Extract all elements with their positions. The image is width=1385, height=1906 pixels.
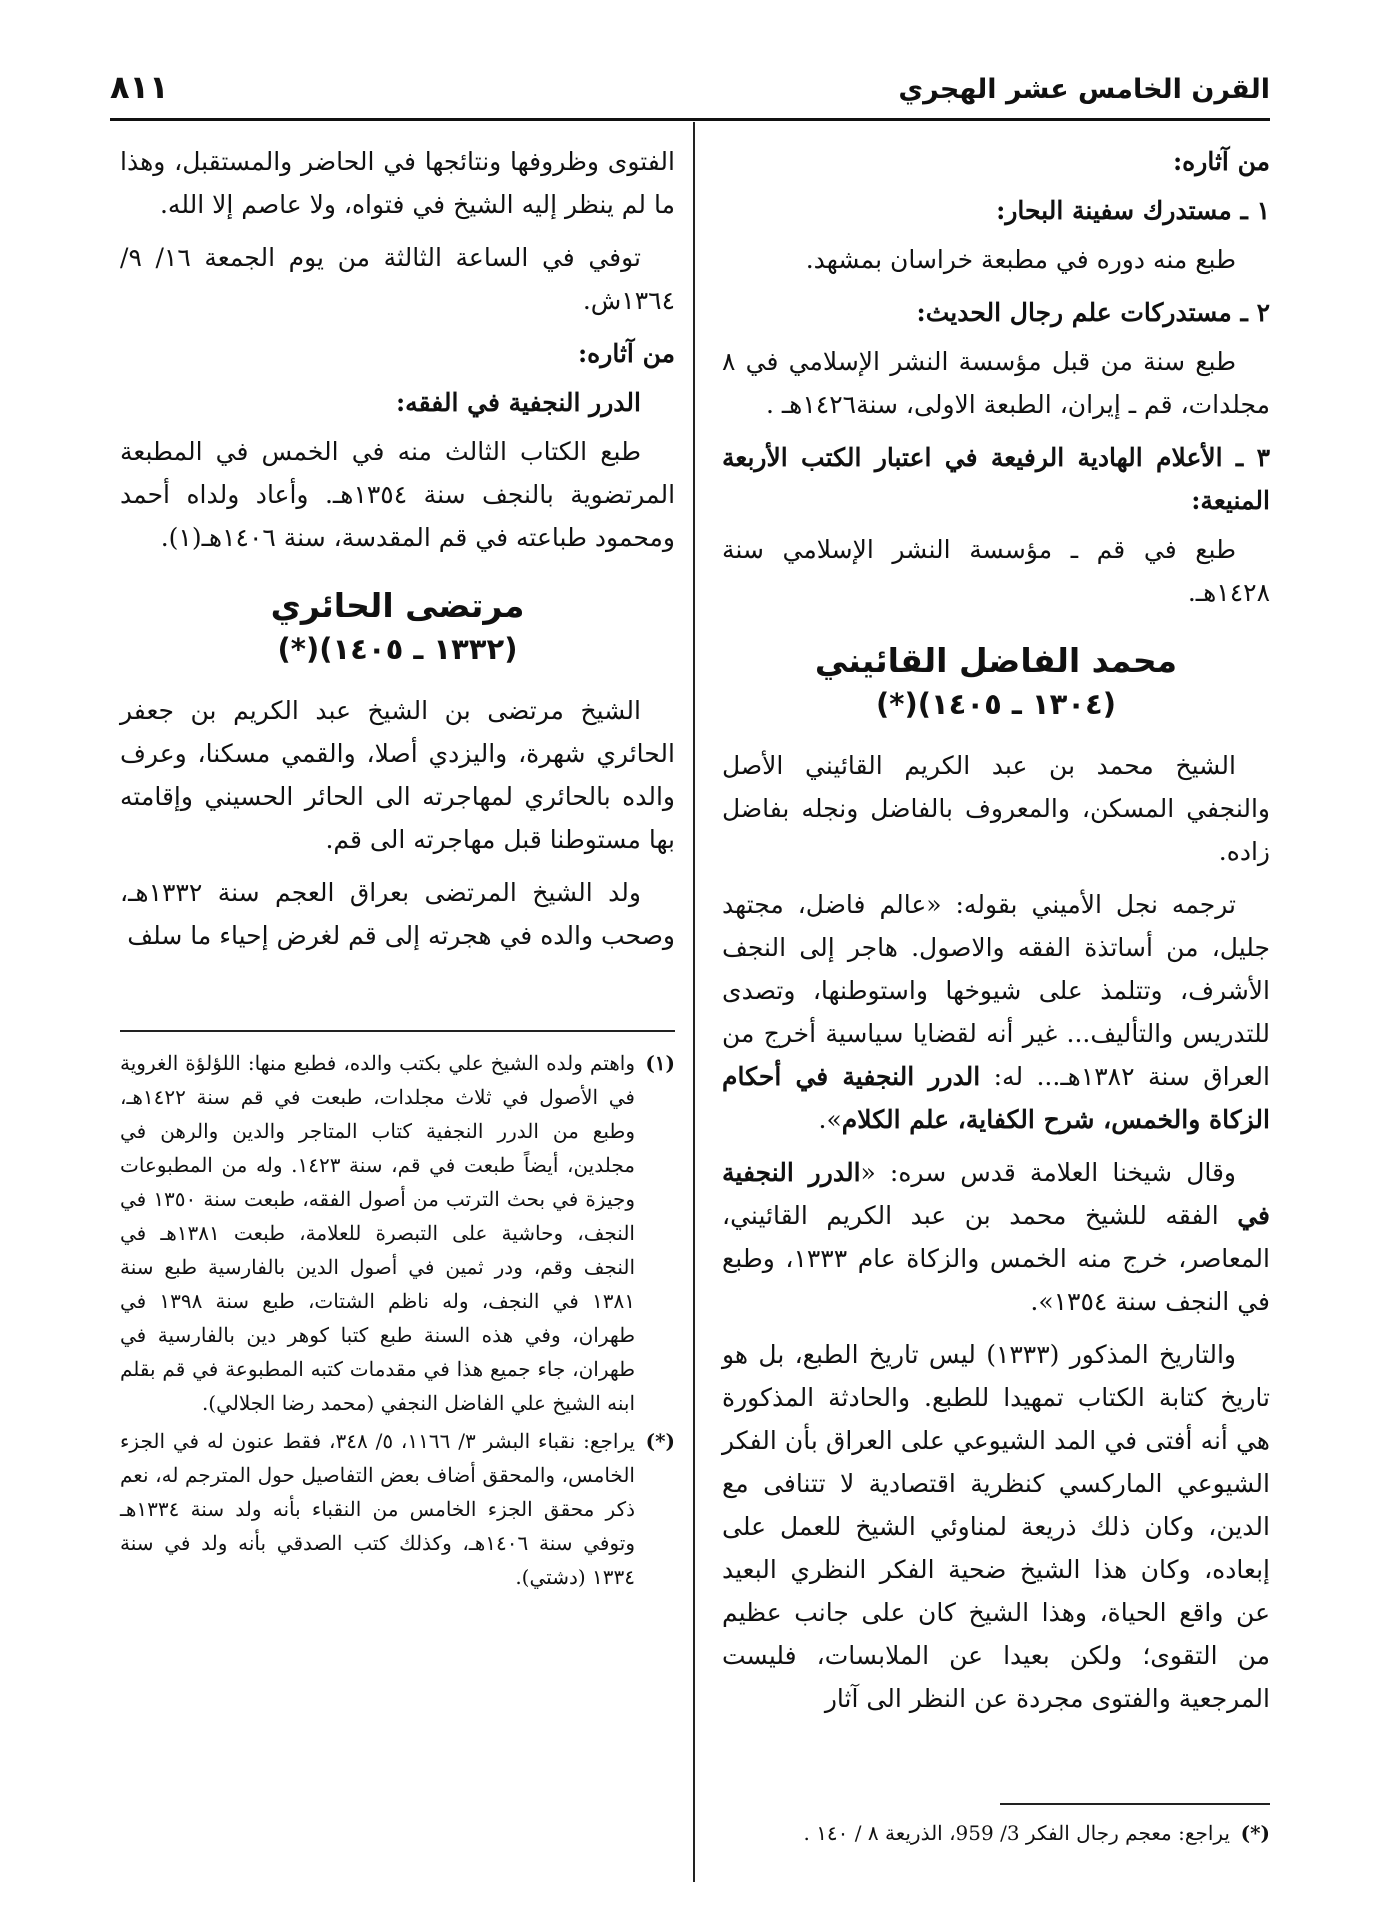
footnote [722,1816,1270,1850]
work-item-text: طبع في قم ـ مؤسسة النشر الإسلامي سنة ١٤٢٨هـ. [722,535,1270,607]
book-title: الدرر النجفية في [722,1158,1270,1230]
footnote [120,1046,675,1420]
paragraph: الشيخ محمد بن عبد الكريم القائيني الأصل والنجفي المسكن، والمعروف بالفاضل ونجله بفاضل زاده. [722,751,1270,866]
footnote-marker: (١) [645,1051,675,1075]
right-footnotes [722,1816,1270,1854]
footnote-marker: (*) [645,1429,675,1453]
work-item-title: ١ ـ مستدرك سفينة البحار: [996,196,1270,225]
work-item-text: طبع منه دوره في مطبعة خراسان بمشهد. [805,245,1236,274]
paragraph [722,883,1270,1141]
biography-dates: (١٣٠٤ ـ ١٤٠٥)(*) [876,687,1116,721]
paragraph: والتاريخ المذكور (١٣٣٣) ليس تاريخ الطبع، بل هو تاريخ كتابة الكتاب تمهيدا للطبع. والحادثة المذكورة هي أنه أفتى في المد الشيوعي على العراق بأن الفكر الشيوعي الماركسي كنظرية اقتصادية لا تتنافى مع الدين، وكان ذلك ذريعة لمناوئي الشيخ للعمل على إبعاده، وكان هذا الشيخ ضحية الفكر النظري البعيد عن واقع الحياة، وهذا الشيخ كان على جانب عظيم من التقوى؛ ولكن بعيدا عن الملابسات، فليست المرجعية والفتوى مجردة عن النظر الى آثار [722,1340,1270,1713]
page-number: ٨١١ [110,68,169,106]
paragraph [722,1151,1270,1323]
right-column [722,140,1270,1730]
footnote-rule [120,1030,675,1032]
left-footnotes [120,1046,675,1598]
footnote-text: يراجع: نقباء البشر ٣/ ١١٦٦، ٥/ ٣٤٨، فقط عنون له في الجزء الخامس، والمحقق أضاف بعض التفاصيل حول المترجم له، نعم ذكر محقق الجزء الخامس من النقباء بأنه ولد سنة ١٣٣٤هـ وتوفي سنة ١٤٠٦هـ، وكذلك كتب الصدقي بأنه ولد في سنة ١٣٣٤ (دشتي). [120,1429,635,1589]
biography-title: مرتضى الحائري [270,586,525,625]
footnote-text: يراجع: معجم رجال الفكر 3/ 959، الذريعة ٨ / ١٤٠ . [803,1821,1230,1845]
paragraph: ولد الشيخ المرتضى بعراق العجم سنة ١٣٣٢هـ، وصحب والده في هجرته إلى قم لغرض إحياء ما سلف [120,878,675,950]
work-item-title: الدرر النجفية في الفقه: [395,388,641,417]
paragraph: طبع الكتاب الثالث منه في الخمس في المطبعة المرتضوية بالنجف سنة ١٣٥٤هـ. وأعاد ولداه أحمد ومحمود طباعته في قم المقدسة، سنة ١٤٠٦هـ(١). [120,437,676,552]
footnote-rule [1000,1803,1270,1805]
column-divider [693,122,695,1882]
book-titles: الدرر النجفية في أحكام الزكاة والخمس، شرح الكفاية، علم الكلام [722,1062,1270,1134]
paragraph: الشيخ مرتضى بن الشيخ عبد الكريم بن جعفر الحائري شهرة، واليزدي أصلا، والقمي مسكنا، وعرف والده بالحائري لمهاجرته الى الحائر الحسيني وإقامته بها مستوطنا قبل مهاجرته الى قم. [120,696,675,854]
running-title: القرن الخامس عشر الهجري [898,74,1270,105]
paragraph-text: الفقه للشيخ محمد بن عبد الكريم القائيني، المعاصر، خرج منه الخمس والزكاة عام ١٣٣٣، وطبع في النجف سنة ١٣٥٤». [722,1201,1270,1316]
paragraph: توفي في الساعة الثالثة من يوم الجمعة ١٦/ ٩/ ١٣٦٤ش. [120,243,675,315]
paragraph-text: وقال شيخنا العلامة قدس سره: « [860,1158,1237,1187]
footnote-marker: (*) [1240,1821,1270,1845]
footnote [120,1424,675,1594]
work-item-text: طبع سنة من قبل مؤسسة النشر الإسلامي في ٨ مجلدات، قم ـ إيران، الطبعة الاولى، سنة١٤٢٦هـ . [722,347,1270,419]
biography-title: محمد الفاضل القائيني [814,641,1178,680]
paragraph: الفتوى وظروفها ونتائجها في الحاضر والمستقبل، وهذا ما لم ينظر إليه الشيخ في فتواه، ولا عاصم إلا الله. [120,147,675,219]
header-rule [110,118,1270,121]
running-header [110,68,1270,120]
works-heading: من آثاره: [1172,147,1270,176]
left-column [120,140,675,967]
paragraph-text: ترجمه نجل الأميني بقوله: «عالم فاضل، مجتهد جليل، من أساتذة الفقه والاصول. هاجر إلى النجف الأشرف، وتتلمذ على شيوخها واستوطنها، وتصدى للتدريس والتأليف... غير أنه لقضايا سياسية أخرج من العراق سنة ١٣٨٢هـ... له: [722,890,1270,1091]
paragraph-text: ». [818,1105,842,1134]
work-item-title: ٢ ـ مستدركات علم رجال الحديث: [916,298,1270,327]
works-heading: من آثاره: [577,339,675,368]
footnote-text: واهتم ولده الشيخ علي بكتب والده، فطبع منها: اللؤلؤة الغروية في الأصول في ثلاث مجلدات، طبعت في قم سنة ١٤٢٢هـ، وطبع من الدرر النجفية كتاب المتاجر والدين والرهن في مجلدين، أيضاً طبعت في قم، سنة ١٤٢٣. وله من المطبوعات وجيزة في بحث الترتب من أصول الفقه، طبعت سنة ١٣٥٠ في النجف، وحاشية على التبصرة للعلامة، طبعت ١٣٨١هـ في النجف وقم، ودر ثمين في أصول الدين بالفارسية طبع سنة ١٣٨١ في النجف، وله ناظم الشتات، طبع سنة ١٣٩٨ في طهران، وفي هذه السنة طبع كتبا كوهر دين بالفارسية في طهران، جاء جميع هذا في مقدمات كتبه المطبوعة في قم بقلم ابنه الشيخ علي الفاضل النجفي (محمد رضا الجلالي). [120,1051,635,1415]
work-item-title: ٣ ـ الأعلام الهادية الرفيعة في اعتبار الكتب الأربعة المنيعة: [722,443,1270,515]
biography-dates: (١٣٣٢ ـ ١٤٠٥)(*) [277,632,518,666]
